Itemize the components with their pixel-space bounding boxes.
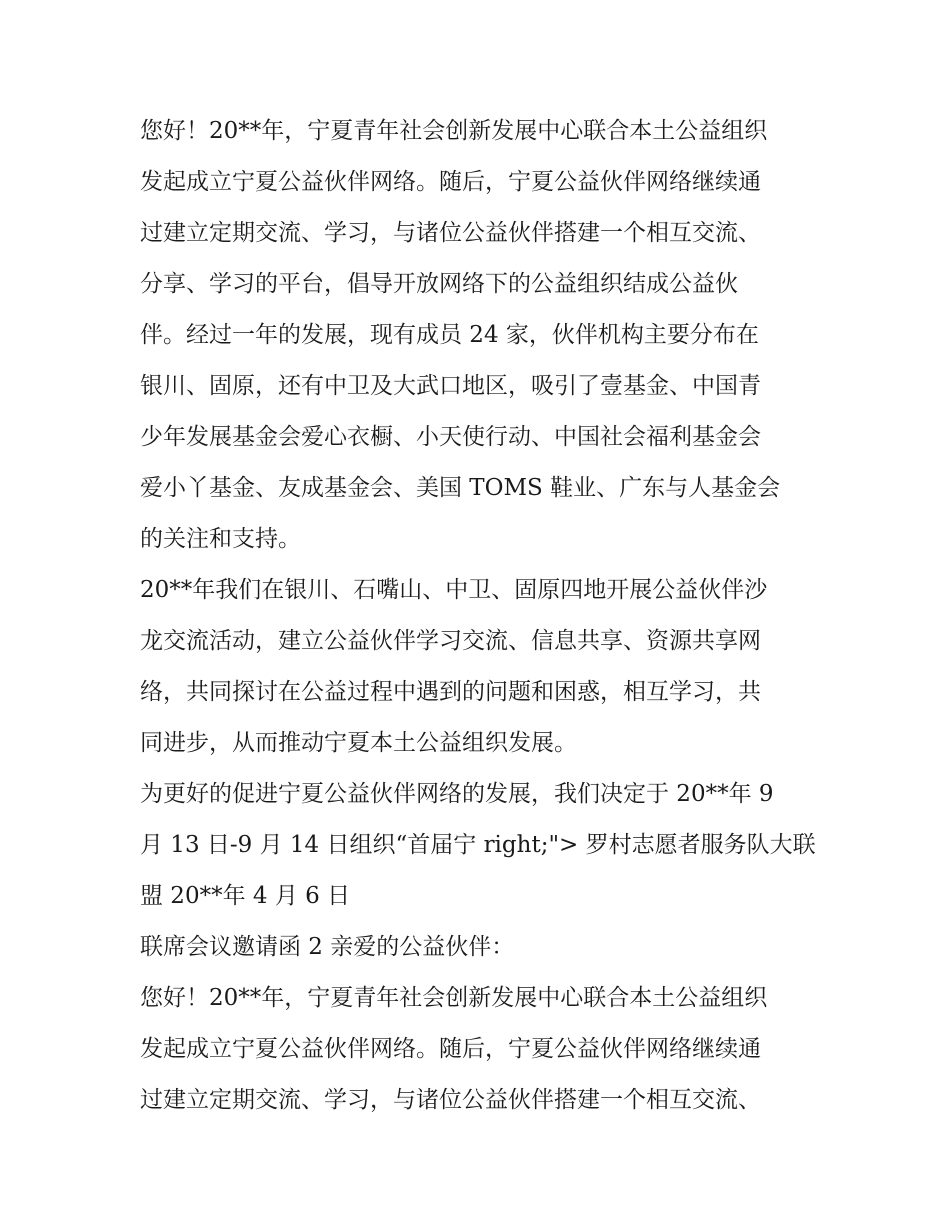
text-line: 银川、固原，还有中卫及大武口地区，吸引了壹基金、中国青: [140, 373, 761, 399]
text-line: 月 13 日-9 月 14 日组织“首届宁 right;"> 罗村志愿者服务队大联: [140, 832, 816, 858]
text-line: 发起成立宁夏公益伙伴网络。随后，宁夏公益伙伴网络继续通: [140, 169, 761, 195]
text-line: 的关注和支持。: [140, 526, 301, 552]
text-line: 同进步，从而推动宁夏本土公益组织发展。: [140, 730, 577, 756]
text-line: 龙交流活动，建立公益伙伴学习交流、信息共享、资源共享网: [140, 628, 761, 654]
text-line: 少年发展基金会爱心衣橱、小天使行动、中国社会福利基金会: [140, 424, 761, 450]
document-body: [140, 106, 820, 1126]
text-line: 分享、学习的平台，倡导开放网络下的公益组织结成公益伙: [140, 271, 738, 297]
text-line: 您好！20**年，宁夏青年社会创新发展中心联合本土公益组织: [140, 985, 768, 1011]
text-line: 络，共同探讨在公益过程中遇到的问题和困惑，相互学习，共: [140, 679, 761, 705]
text-line: 联席会议邀请函 2 亲爱的公益伙伴：: [140, 934, 515, 960]
text-line: 伴。经过一年的发展，现有成员 24 家，伙伴机构主要分布在: [140, 322, 759, 348]
text-line: 您好！20**年，宁夏青年社会创新发展中心联合本土公益组织: [140, 118, 768, 144]
text-line: 爱小丫基金、友成基金会、美国 TOMS 鞋业、广东与人基金会: [140, 475, 781, 501]
text-line: 盟 20**年 4 月 6 日: [140, 883, 351, 909]
text-line: 过建立定期交流、学习，与诸位公益伙伴搭建一个相互交流、: [140, 1087, 761, 1113]
text-line: 发起成立宁夏公益伙伴网络。随后，宁夏公益伙伴网络继续通: [140, 1036, 761, 1062]
text-line: 过建立定期交流、学习，与诸位公益伙伴搭建一个相互交流、: [140, 220, 761, 246]
text-line: 为更好的促进宁夏公益伙伴网络的发展，我们决定于 20**年 9: [140, 781, 774, 807]
text-line: 20**年我们在银川、石嘴山、中卫、固原四地开展公益伙伴沙: [140, 577, 768, 603]
